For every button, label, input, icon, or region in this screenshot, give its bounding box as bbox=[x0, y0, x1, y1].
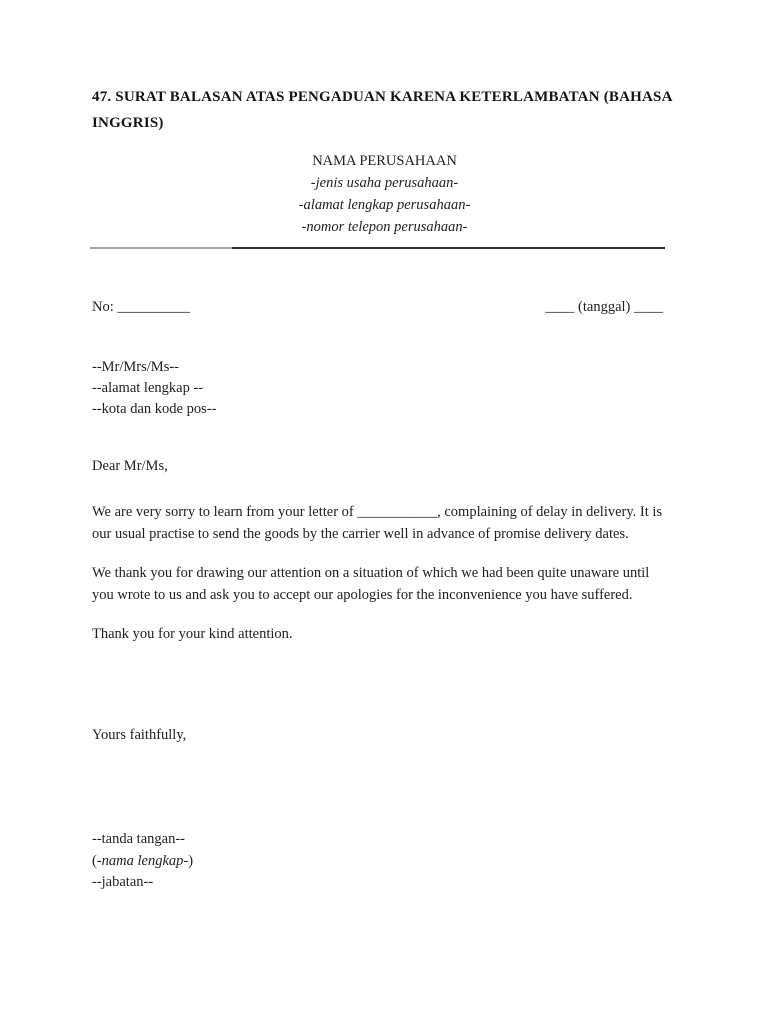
name-placeholder: (-nama lengkap-) bbox=[92, 852, 194, 869]
company-type-placeholder: -jenis usaha perusahaan- bbox=[310, 175, 459, 191]
date-field bbox=[545, 299, 677, 316]
letterhead-divider bbox=[90, 247, 665, 249]
document-title bbox=[92, 84, 690, 136]
letterhead bbox=[92, 150, 677, 238]
reference-row bbox=[92, 299, 677, 316]
position-placeholder: --jabatan-- bbox=[92, 874, 154, 890]
letter-number-field bbox=[92, 299, 190, 316]
document-title-line-1: 47. SURAT BALASAN ATAS PENGADUAN KARENA KETERLAMBATAN (BAHASA bbox=[92, 89, 673, 105]
paragraph-1-line-2: our usual practise to send the goods by the carrier well in advance of promise delivery dates. bbox=[92, 525, 629, 542]
paragraph-2 bbox=[92, 563, 694, 606]
paragraph-1 bbox=[92, 502, 694, 545]
signature-placeholder: --tanda tangan-- bbox=[92, 831, 185, 847]
divider-dark-segment bbox=[232, 247, 665, 249]
paragraph-2-line-2: you wrote to us and ask you to accept our apologies for the inconvenience you have suffered. bbox=[92, 586, 633, 603]
recipient-block bbox=[92, 357, 216, 420]
paragraph-1-line-1: We are very sorry to learn from your letter of ___________, complaining of delay in delivery. It is bbox=[92, 504, 663, 520]
signature-block bbox=[92, 829, 193, 894]
letter-number-label: No: bbox=[92, 299, 114, 315]
divider-light-segment bbox=[90, 247, 232, 249]
closing: Yours faithfully, bbox=[92, 727, 187, 743]
company-address-placeholder: -alamat lengkap perusahaan- bbox=[298, 197, 471, 213]
company-phone-placeholder: -nomor telepon perusahaan- bbox=[301, 219, 468, 235]
recipient-city-placeholder: --kota dan kode pos-- bbox=[92, 401, 217, 417]
document-title-line-2: INGGRIS) bbox=[92, 115, 164, 131]
paragraph-2-line-1: We thank you for drawing our attention on a situation of which we had been quite unaware until bbox=[92, 565, 650, 581]
salutation: Dear Mr/Ms, bbox=[92, 458, 168, 474]
letter-number-blank: __________ bbox=[117, 299, 190, 315]
company-name-placeholder: NAMA PERUSAHAAN bbox=[312, 153, 457, 169]
paragraph-3: Thank you for your kind attention. bbox=[92, 626, 293, 642]
recipient-address-placeholder: --alamat lengkap -- bbox=[92, 380, 204, 396]
date-label: (tanggal) bbox=[578, 299, 631, 315]
date-blank-left: ____ bbox=[545, 299, 575, 315]
recipient-name-placeholder: --Mr/Mrs/Ms-- bbox=[92, 359, 179, 375]
date-blank-right: ____ bbox=[634, 299, 663, 315]
